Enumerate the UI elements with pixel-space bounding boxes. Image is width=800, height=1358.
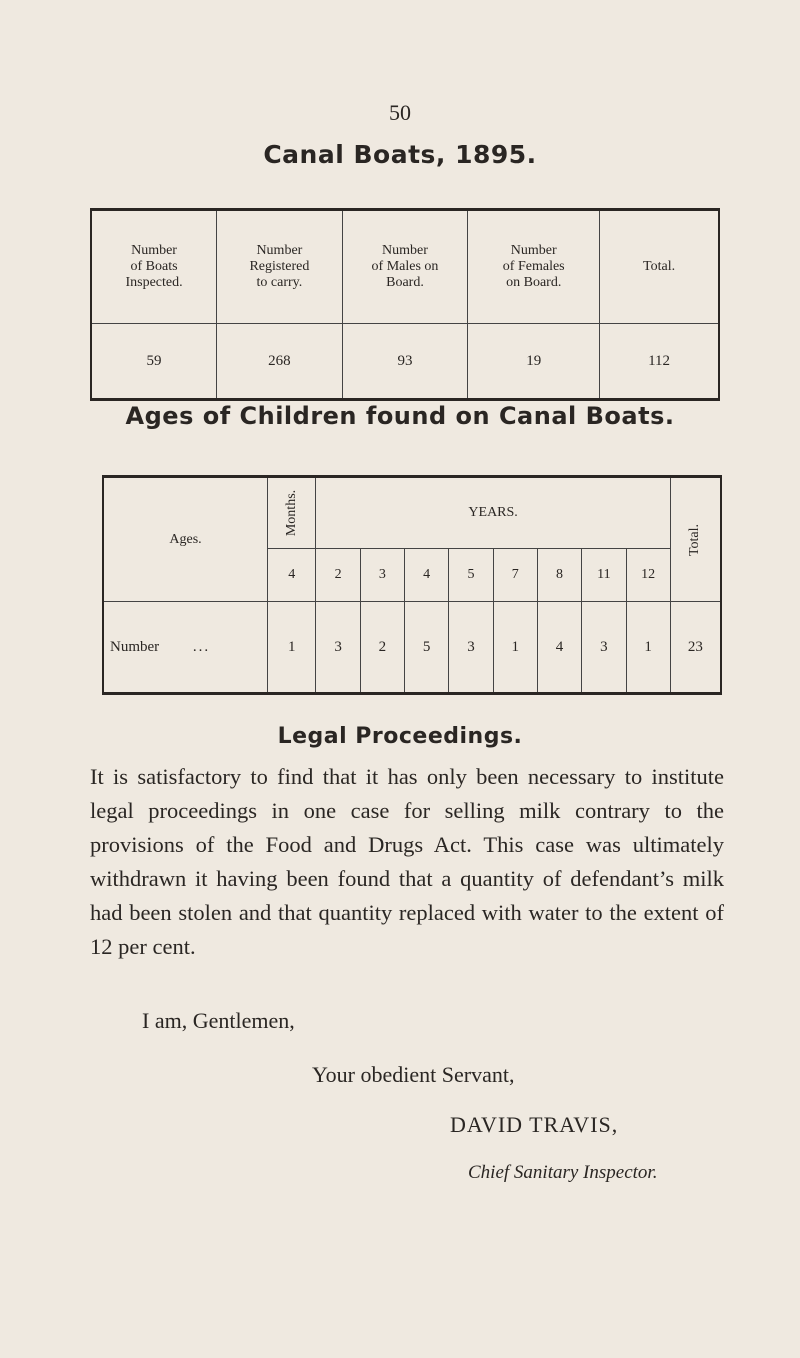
legal-heading: Legal Proceedings. (277, 724, 523, 749)
row-value: 5 (405, 602, 449, 694)
row-value: 1 (268, 602, 316, 694)
ages-label: Ages. (103, 477, 268, 602)
legal-paragraph: It is satisfactory to find that it has only been necessary to institute legal proceedings in one case for selling milk contrary to the provisions of the Food and Drugs Act. This case was ultimately withdrawn it having been found that a quantity of defendant’s milk had been stolen and that quantity replaced with water to the extent of 12 per cent. (90, 764, 724, 959)
months-label: Months. (283, 489, 299, 537)
header-boats-inspected (91, 210, 217, 324)
header-line: Total. (643, 259, 676, 274)
years-label: YEARS. (316, 477, 670, 549)
row-value: 3 (449, 602, 493, 694)
closing-salutation: I am, Gentlemen, (142, 1008, 295, 1033)
signature-title: Chief Sanitary Inspector. (468, 1162, 658, 1183)
age-column: 11 (582, 549, 626, 602)
header-line: Number (510, 243, 557, 258)
row-value: 1 (493, 602, 537, 694)
row-value: 1 (626, 602, 670, 694)
age-column: 3 (360, 549, 404, 602)
age-column: 12 (626, 549, 670, 602)
value-total: 112 (600, 324, 719, 400)
ages-number-row (103, 602, 721, 694)
canal-boats-value-row (91, 324, 719, 400)
header-total (600, 210, 719, 324)
header-line: Number (131, 243, 177, 258)
header-line: Number (256, 243, 303, 258)
header-registered (217, 210, 343, 324)
signature-name: DAVID TRAVIS, (450, 1112, 619, 1137)
age-column: 5 (449, 549, 493, 602)
total-label-cell (670, 477, 721, 602)
age-column: 2 (316, 549, 360, 602)
ages-header-row (103, 477, 721, 549)
ages-table (102, 475, 722, 695)
header-line: Number (382, 243, 428, 258)
row-value: 2 (360, 602, 404, 694)
canal-boats-heading: Canal Boats, 1895. (263, 140, 537, 169)
header-line: to carry. (256, 275, 303, 290)
value-registered: 268 (217, 324, 343, 400)
header-females (468, 210, 600, 324)
canal-boats-header-row (91, 210, 719, 324)
total-label: Total. (687, 523, 703, 556)
age-column: 4 (268, 549, 316, 602)
header-line: on Board. (506, 275, 562, 290)
closing-servant: Your obedient Servant, (312, 1062, 515, 1087)
value-females: 19 (468, 324, 600, 400)
header-line: Inspected. (125, 275, 183, 290)
age-column: 4 (405, 549, 449, 602)
row-value: 3 (316, 602, 360, 694)
header-line: of Females (502, 259, 565, 274)
header-line: of Males on (371, 259, 439, 274)
value-males: 93 (342, 324, 468, 400)
header-line: of Boats (130, 259, 178, 274)
header-line: Registered (249, 259, 310, 274)
row-value: 4 (537, 602, 581, 694)
canal-boats-table (90, 208, 720, 401)
ages-heading: Ages of Children found on Canal Boats. (125, 402, 675, 430)
row-label: Number (110, 638, 160, 655)
row-total: 23 (670, 602, 721, 694)
row-label-cell (103, 602, 268, 694)
age-column: 7 (493, 549, 537, 602)
months-label-cell (268, 477, 316, 549)
page-number: 50 (389, 100, 411, 125)
header-line: Board. (386, 275, 424, 290)
age-column: 8 (537, 549, 581, 602)
header-males (342, 210, 468, 324)
value-boats-inspected: 59 (91, 324, 217, 400)
row-dots: ... (192, 638, 211, 655)
row-value: 3 (582, 602, 626, 694)
